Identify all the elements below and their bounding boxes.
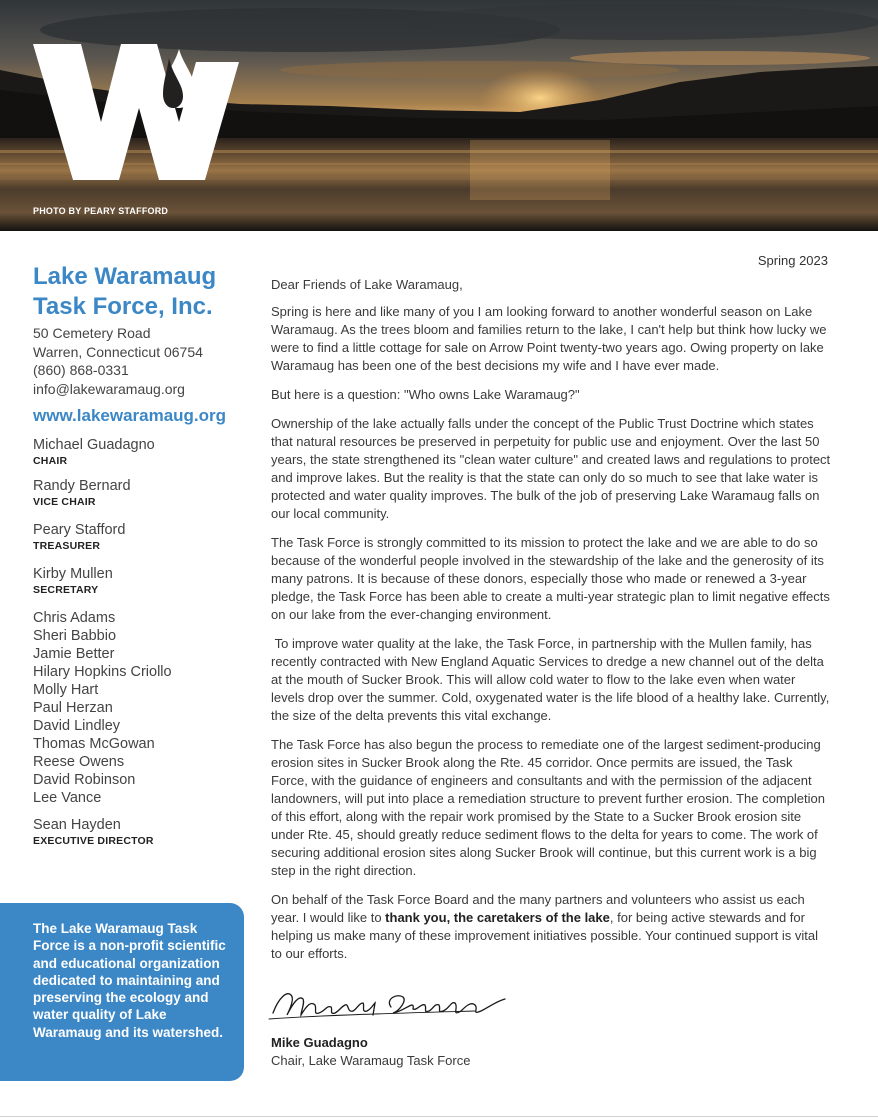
board-members-list (33, 609, 248, 807)
officer-role: SECRETARY (33, 584, 99, 596)
mission-box (0, 903, 244, 1081)
executive-director (33, 816, 248, 848)
org-name (33, 262, 248, 322)
phone: (860) 868-0331 (33, 362, 129, 378)
officer-name: Michael Guadagno (33, 437, 155, 453)
officer-name: Peary Stafford (33, 522, 126, 538)
signer-title: Chair, Lake Waramaug Task Force (271, 1053, 471, 1068)
board-member: Paul Herzan (33, 700, 113, 716)
letter-paragraph: Ownership of the lake actually falls under the concept of the Public Trust Doctrine which states that natural resources be preserved in perpetuity for public use and enjoyment. Over the last 50 years, the state strengthened its "clean water culture" and created laws and regulations to protect and improve lakes. But the reality is that the state can only do so much to see that lake water is protected and water quality improves. The bulk of the job of preserving Lake Waramaug falls on our local community. (271, 415, 831, 522)
org-name-line1: Lake Waramaug (33, 263, 217, 290)
board-member: David Robinson (33, 772, 136, 788)
officer-treasurer (33, 521, 248, 553)
handwritten-signature (265, 985, 515, 1027)
letter-paragraph: To improve water quality at the lake, the Task Force, in partnership with the Mullen family, has recently contracted with New England Aquatic Services to dredge a new channel out of the delta at the mouth of Sucker Brook. This will allow cold water to flow to the lake even when water levels drop over the summer. Cold, oxygenated water is the life blood of a healthy lake. Currently, the size of the delta prevents this vital exchange. (271, 635, 833, 723)
officer-vice-chair (33, 477, 248, 509)
page-divider (0, 1116, 878, 1117)
board-member: Jamie Better (33, 646, 115, 662)
letter-paragraph: But here is a question: "Who owns Lake Waramaug?" (271, 386, 580, 402)
officer-role: TREASURER (33, 540, 101, 552)
closing-text-before: On behalf of the Task Force Board and the many partners and volunteers who assist us each year. I would like to (271, 891, 805, 925)
letter-date: Spring 2023 (757, 253, 828, 268)
email-link[interactable]: info@lakewaramaug.org (33, 380, 185, 397)
closing-text-after: , for being active stewards and for helping us make many of these improvement initiatives possible. Your continued support is vital to our efforts. (271, 909, 819, 962)
signer-name: Mike Guadagno (271, 1035, 368, 1050)
officer-role: CHAIR (33, 455, 68, 467)
board-member: Molly Hart (33, 682, 99, 698)
board-member: Chris Adams (33, 610, 116, 626)
board-member: Reese Owens (33, 754, 125, 770)
board-member: David Lindley (33, 718, 121, 734)
address-line2: Warren, Connecticut 06754 (33, 343, 203, 360)
board-member: Lee Vance (33, 790, 102, 806)
contact-block (33, 324, 248, 398)
board-member: Hilary Hopkins Criollo (33, 664, 172, 680)
org-name-line2: Task Force, Inc. (33, 293, 213, 320)
officer-name: Randy Bernard (33, 478, 131, 494)
w-water-drop-logo (33, 44, 245, 180)
letter-greeting: Dear Friends of Lake Waramaug, (271, 277, 463, 292)
header-photo (0, 0, 878, 231)
letter-paragraph: Spring is here and like many of you I am looking forward to another wonderful season on Lake Waramaug. As the trees bloom and families return to the lake, I can't help but think how lucky we were to find a little cottage for sale on Arrow Point twenty-two years ago. Owing property on lake Waramaug has been one of the best decisions my wife and I have ever made. (271, 304, 827, 374)
website-link[interactable]: www.lakewaramaug.org (33, 406, 227, 425)
address-line1: 50 Cemetery Road (33, 325, 151, 341)
board-member: Sheri Babbio (33, 628, 117, 644)
sidebar (33, 262, 248, 848)
director-name: Sean Hayden (33, 817, 121, 833)
closing-text-bold: thank you, the caretakers of the lake (385, 909, 610, 925)
letter-paragraph: The Task Force has also begun the process to remediate one of the largest sediment-producing erosion sites in Sucker Brook along the Rte. 45 corridor. Once permits are issued, the Task Force, with the guidance of engineers and consultants and with the permission of the adjacent landowners, will put into place a remediation structure to prevent further erosion. The completion of this effort, along with the repair work promised by the State to a Sucker Brook erosion site under Rte. 45, should greatly reduce sediment flows to the delta for years to come. The work of securing additional erosion sites along Sucker Brook will continue, but this current work is a big step in the right direction. (271, 736, 825, 879)
mission-statement: The Lake Waramaug Task Force is a non-profit scientific and educational organization dedicated to maintaining and preserving the ecology and water quality of Lake Waramaug and its watershed. (33, 921, 226, 1040)
board-member: Thomas McGowan (33, 736, 155, 752)
officer-secretary (33, 565, 248, 597)
letter-closing-paragraph (271, 891, 831, 963)
officer-name: Kirby Mullen (33, 566, 113, 582)
officer-role: VICE CHAIR (33, 496, 96, 508)
officer-chair (33, 436, 248, 468)
photo-credit: PHOTO BY PEARY STAFFORD (33, 206, 169, 216)
signer-block (271, 1034, 470, 1070)
letter-body (271, 276, 831, 974)
director-role: EXECUTIVE DIRECTOR (33, 835, 154, 847)
letter-paragraph: The Task Force is strongly committed to its mission to protect the lake and we are able to do so because of the wonderful people involved in the stewardship of the lake and the generosity of its many patrons. It is because of these donors, especially those who made or renewed a 3-year pledge, the Task Force has been able to create a multi-year strategic plan to limit negative effects on our lake from the ever-changing environment. (271, 534, 830, 622)
